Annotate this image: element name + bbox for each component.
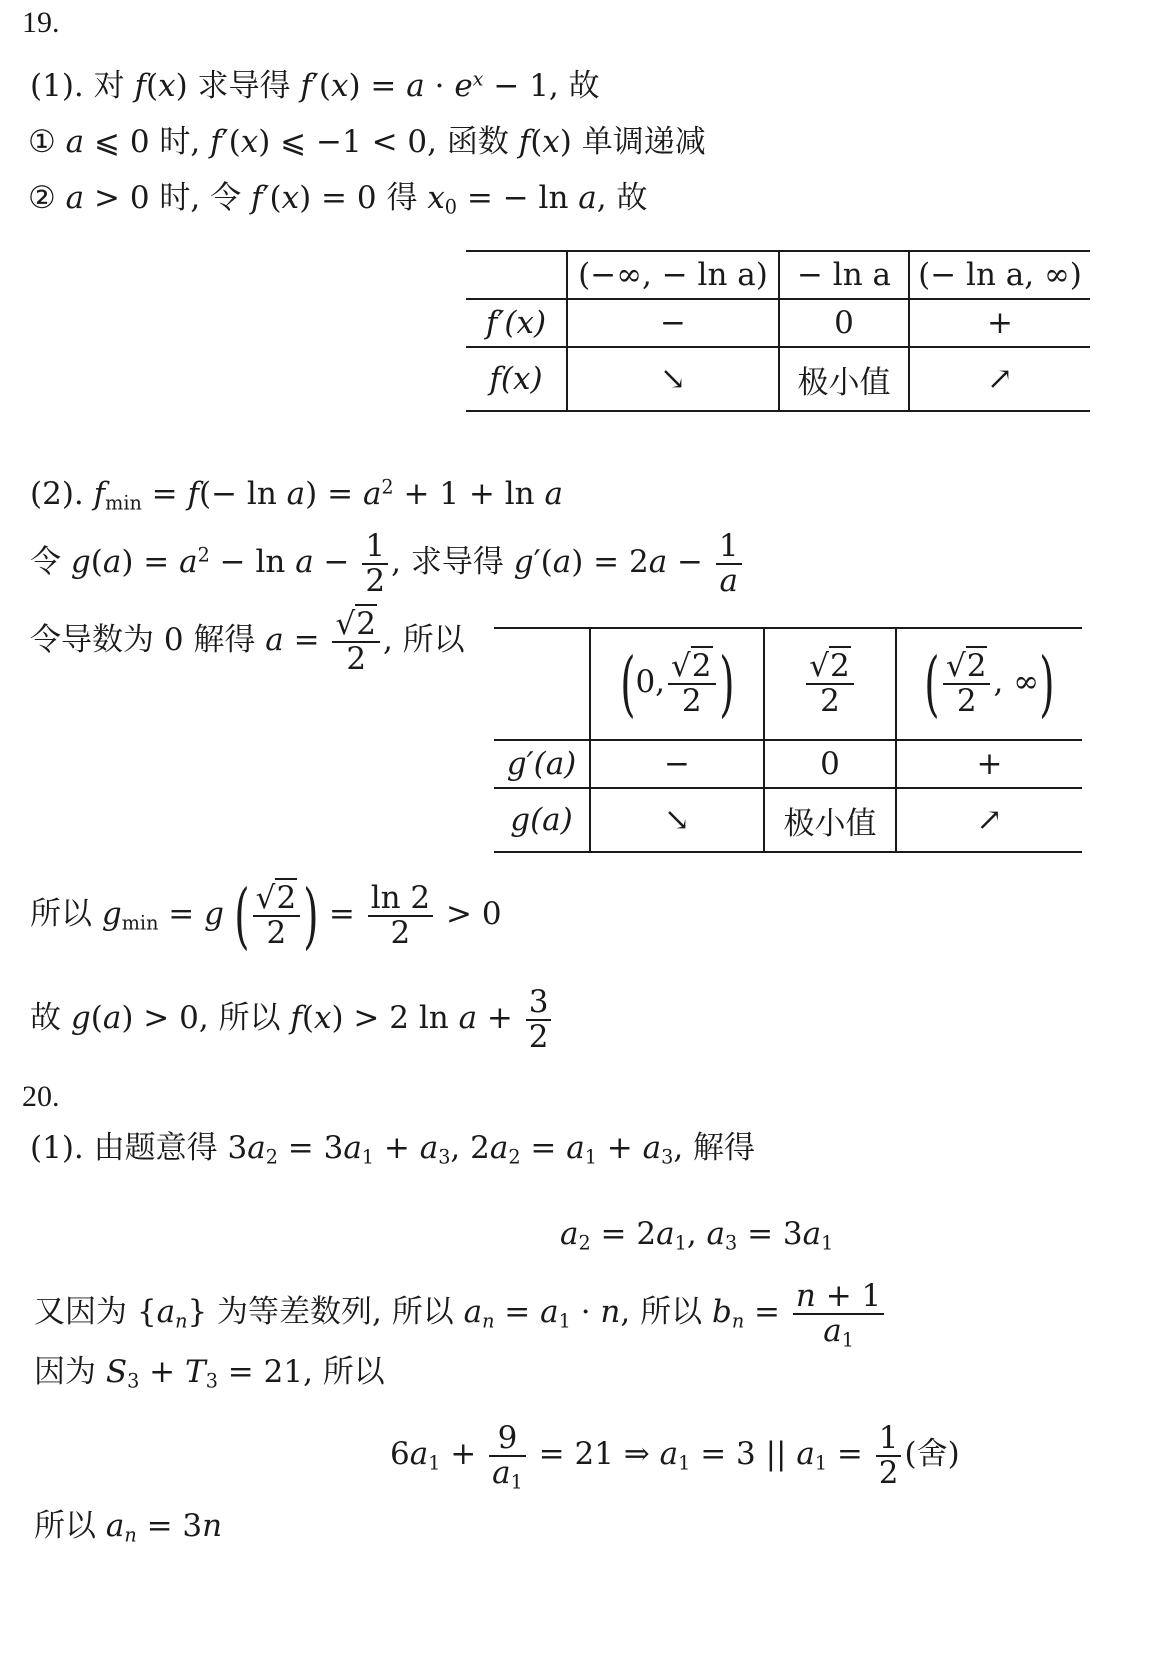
table1-header: (−∞, − ln a): [567, 251, 779, 299]
monotonicity-table-f: [466, 250, 1090, 412]
table1-cell: −: [567, 299, 779, 347]
table1-cell: ↗: [909, 347, 1090, 411]
q20-final-line: 所以 $a_n = 3n$: [34, 1508, 223, 1547]
table1-header: (− ln a, ∞): [909, 251, 1090, 299]
table1-header: − ln a: [779, 251, 909, 299]
q19-part1-line: (1). 对 f(x) 求导得 $f'(x) = a \cdot e^x - 1$, 故: [30, 67, 600, 104]
q20-solve-line: $6a_1$ + $\frac{9}{a_1}$ = 21 ⇒ $a_1 = 3$ || $a_1$ = $\frac{1}{2}$ (舍): [390, 1420, 960, 1493]
table2-cell: −: [590, 740, 764, 788]
q20-relations-line: $a_2 = 2a_1$, $a_3 = 3a_1$: [560, 1216, 834, 1255]
table2-cell: +: [896, 740, 1082, 788]
table1-cell: 极小值: [779, 347, 909, 411]
table1-cell: 0: [779, 299, 909, 347]
table2-row-label: g′(a): [494, 740, 590, 788]
monotonicity-table-g: [494, 627, 1082, 853]
q20-part1-line: (1). 由题意得 $3a_2 = 3a_1 + a_3$, $2a_2 = a_1 + a_3$, 解得: [30, 1130, 756, 1169]
table1-cell: +: [909, 299, 1090, 347]
table2-cell: 0: [764, 740, 896, 788]
q20-sequence-line: 又因为 $\{a_n\}$ 为等差数列, 所以 $a_n = a_1 \cdot n$, 所以 $b_n$ = $\frac{n + 1}{a_1}$: [34, 1280, 887, 1347]
q19-gmin-line: 所以 $g_{min} = g$ ( $\frac{√2}{2}$ ) = $\frac{\ln 2}{2}$ > 0: [30, 874, 502, 957]
table2-row-label: g(a): [494, 788, 590, 852]
q19-part2-line: (2). $f_{min} = f(- \ln a) = a^2 + 1 + \ln a$: [30, 475, 563, 515]
table2-cell: ↗: [896, 788, 1082, 852]
q19-case2-line: ② a > 0 时, 令 f′(x) = 0 得 $x_0$ = − ln a, 故: [28, 180, 648, 219]
q20-sum-line: 因为 $S_3 + T_3 = 21$, 所以: [34, 1354, 385, 1393]
q19-g-definition-line: 令 $g(a) = a^2 - \ln a$ − $\frac{1}{2}$ , 求导得 g′(a) = 2a − $\frac{1}{a}$: [30, 530, 745, 597]
table2-header: ( $\frac{√2}{2}$ , ∞): [896, 628, 1082, 740]
table1-cell: ↘: [567, 347, 779, 411]
question-20-number: 20.: [22, 1080, 60, 1113]
table2-cell: 极小值: [764, 788, 896, 852]
table2-header: $\frac{√2}{2}$: [764, 628, 896, 740]
q19-case1-line: ① a ⩽ 0 时, f′(x) ⩽ −1 < 0, 函数 f(x) 单调递减: [28, 124, 706, 160]
table2-header: (0, $\frac{√2}{2}$ ): [590, 628, 764, 740]
table1-row-label: f′(x): [466, 299, 567, 347]
question-19-number: 19.: [22, 6, 60, 39]
table2-cell: ↘: [590, 788, 764, 852]
table1-row-label: f(x): [466, 347, 567, 411]
q19-root-line: 令导数为 0 解得 a = $\frac{√2}{2}$ , 所以: [30, 606, 465, 677]
q19-conclusion-line: 故 g(a) > 0, 所以 f(x) > 2 ln a + $\frac{3}{2}$: [30, 986, 554, 1053]
